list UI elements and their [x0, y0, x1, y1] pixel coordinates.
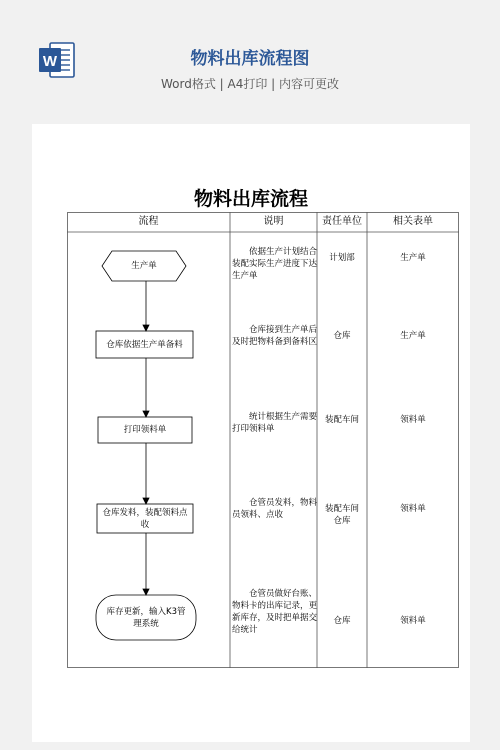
flow-node-label-1: 生产单	[131, 261, 157, 271]
document-page	[32, 124, 470, 742]
process-table	[67, 212, 459, 668]
flow-node-label-4: 仓库发料，装配领料点收	[102, 507, 188, 530]
flow-node-label-3: 打印领料单	[123, 425, 167, 435]
column-header-form: 相关表单	[393, 216, 433, 227]
row-2-form: 生产单	[400, 331, 426, 341]
svg-text:W: W	[42, 53, 58, 70]
page-header	[0, 0, 500, 112]
row-2-unit: 仓库	[333, 331, 351, 341]
row-1-form: 生产单	[400, 253, 426, 263]
flow-node-label-2: 仓库依据生产单备料	[106, 339, 183, 350]
row-1-unit: 计划部	[329, 253, 355, 263]
row-4-unit: 装配车间 仓库	[324, 504, 359, 526]
row-3-unit: 装配车间	[324, 415, 359, 425]
flow-node-label-5: 库存更新，输入K3管理系统	[106, 606, 186, 629]
column-header-process: 流程	[138, 216, 159, 227]
document-title: 物料出库流程	[193, 188, 308, 210]
row-1-description: 依据生产计划结合装配实际生产进度下达生产单	[232, 247, 318, 281]
page-subtitle: Word格式 | A4打印 | 内容可更改	[160, 77, 340, 91]
column-header-description: 说明	[263, 216, 284, 227]
row-5-form: 领料单	[400, 616, 426, 626]
row-5-unit: 仓库	[333, 616, 351, 626]
row-4-form: 领料单	[400, 504, 426, 514]
row-3-form: 领料单	[400, 415, 426, 425]
row-3-description: 统计根据生产需要打印领料单	[232, 412, 318, 434]
row-5-description: 仓管员做好台账、物料卡的出库记录，更新库存，及时把单据交给统计	[232, 589, 318, 635]
page-title: 物料出库流程图	[190, 49, 310, 69]
row-2-description: 仓库接到生产单后及时把物料备到备料区	[232, 325, 318, 347]
row-4-description: 仓管员发料，物料员领料、点收	[232, 498, 318, 520]
column-header-unit: 责任单位	[322, 216, 362, 227]
